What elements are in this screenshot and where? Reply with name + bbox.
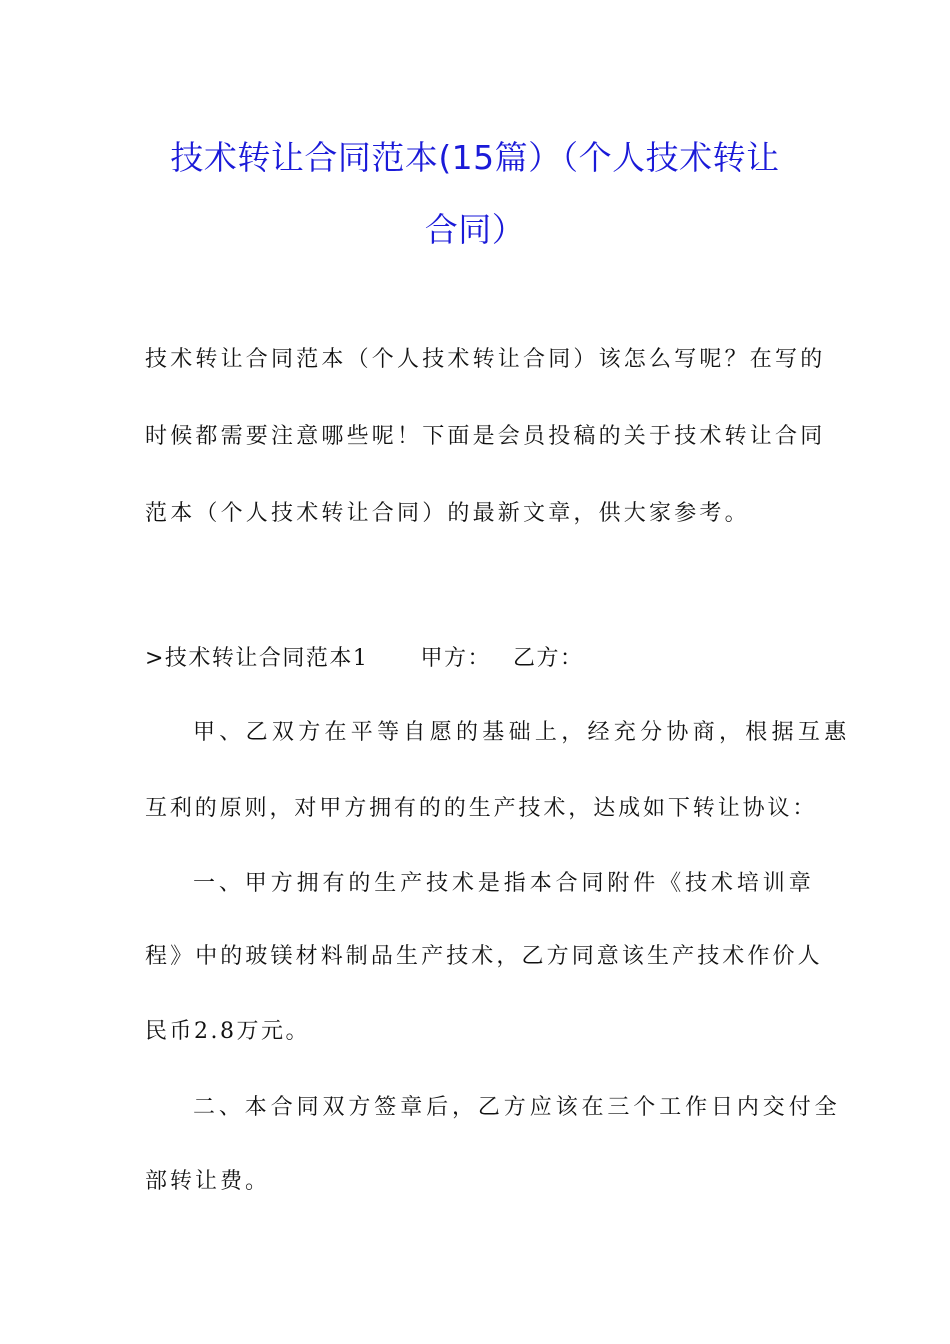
intro-line-2: 时候都需要注意哪些呢！下面是会员投稿的关于技术转让合同 xyxy=(145,424,826,449)
paragraph-2-line-2: 程》中的玻镁材料制品生产技术，乙方同意该生产技术作价人 xyxy=(145,944,823,969)
intro-line-3: 范本（个人技术转让合同）的最新文章，供大家参考。 xyxy=(145,501,750,526)
paragraph-2-line-3: 民币2.8万元。 xyxy=(145,1019,310,1044)
paragraph-1-line-1: 甲、乙双方在平等自愿的基础上，经充分协商，根据互惠 xyxy=(193,720,851,745)
paragraph-3-line-2: 部转让费。 xyxy=(145,1169,271,1194)
section-title: >技术转让合同范本1 xyxy=(145,646,369,671)
paragraph-2-line-1: 一、甲方拥有的生产技术是指本合同附件《技术培训章 xyxy=(193,871,815,896)
section-heading xyxy=(145,648,583,670)
intro-line-1: 技术转让合同范本（个人技术转让合同）该怎么写呢？在写的 xyxy=(145,347,826,372)
paragraph-3-line-1: 二、本合同双方签章后，乙方应该在三个工作日内交付全 xyxy=(193,1095,841,1120)
party-a-label: 甲方： xyxy=(420,646,491,671)
document-title-line-2: 合同） xyxy=(424,210,526,249)
paragraph-1-line-2: 互利的原则，对甲方拥有的的生产技术，达成如下转让协议： xyxy=(145,796,818,821)
document-title-line-1: 技术转让合同范本(15篇）（个人技术转让 xyxy=(170,138,780,177)
party-b-label: 乙方： xyxy=(512,646,584,671)
